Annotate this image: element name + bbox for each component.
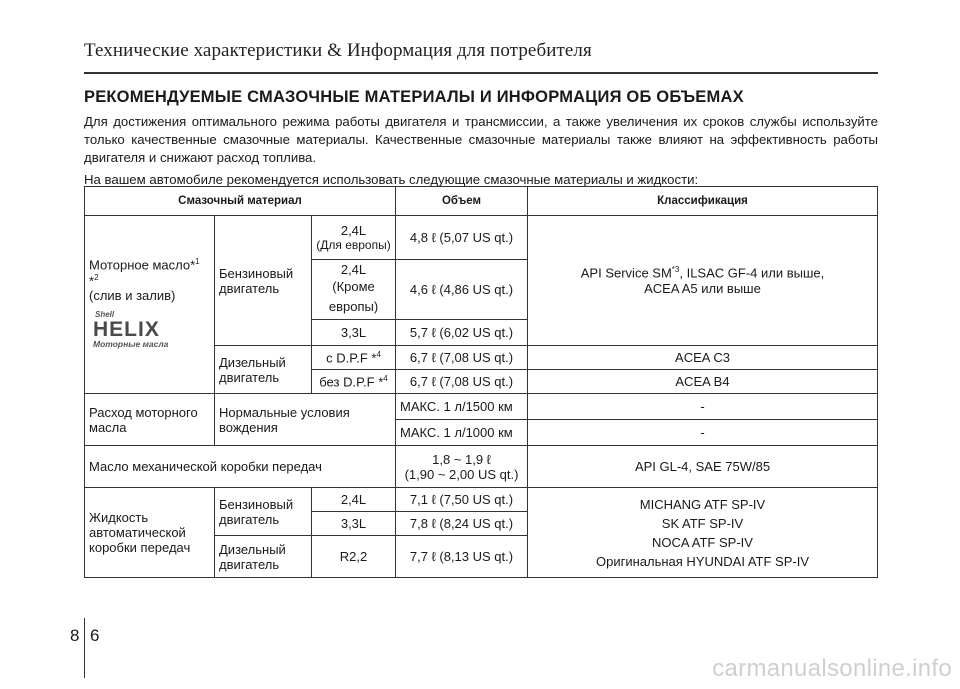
table-row [85, 394, 878, 420]
auto-transmission-label: Жидкость автоматической коробки передач [85, 488, 215, 578]
engine-cell: 3,3L [312, 512, 396, 536]
page-number-divider [84, 618, 85, 678]
classification-cell: ACEA C3 [528, 346, 878, 370]
page-number: 6 [90, 626, 100, 645]
engine-cell: R2,2 [312, 536, 396, 578]
volume-cell: 6,7 ℓ (7,08 US qt.) [396, 370, 528, 394]
footnote-ref: 4 [376, 349, 381, 359]
logo-brand: Shell [95, 309, 115, 319]
classification-cell: - [528, 420, 878, 446]
engine-cell [312, 260, 396, 320]
consumption-label: Расход моторного масла [85, 394, 215, 446]
diesel-engine-label: Дизельный двигатель [215, 536, 312, 578]
header-classification: Классификация [528, 187, 878, 216]
footnote-star: * [89, 272, 95, 288]
volume-cell: 7,1 ℓ (7,50 US qt.) [396, 488, 528, 512]
diesel-engine-label: Дизельный двигатель [215, 346, 312, 394]
classification-cell: API GL-4, SAE 75W/85 [528, 446, 878, 488]
volume-cell: 5,7 ℓ (6,02 US qt.) [396, 320, 528, 346]
logo-tagline: Моторные масла [93, 338, 169, 349]
engine-size: 2,4L [340, 223, 367, 238]
classification-cell: - [528, 394, 878, 420]
consumption-condition: Нормальные условия вождения [215, 394, 396, 446]
atf-classification-cell [528, 488, 878, 578]
volume-cell: 4,6 ℓ (4,86 US qt.) [396, 260, 528, 320]
chapter-number: 8 [70, 626, 80, 645]
volume-cell: 4,8 ℓ (5,07 US qt.) [396, 216, 528, 260]
header-lubricant: Смазочный материал [85, 187, 396, 216]
engine-size: без D.P.F * [319, 374, 384, 390]
classification-text: , ILSAC GF-4 или выше, [679, 265, 825, 281]
volume-cell [396, 446, 528, 488]
classification-text: MICHANG ATF SP-IV [639, 496, 766, 512]
petrol-classification-cell [528, 216, 878, 346]
engine-note: (Кроме европы) [328, 279, 379, 314]
engine-cell: 3,3L [312, 320, 396, 346]
volume-cell: 7,8 ℓ (8,24 US qt.) [396, 512, 528, 536]
table-row [85, 446, 878, 488]
petrol-engine-label: Бензиновый двигатель [215, 216, 312, 346]
footnote-ref: 1 [195, 257, 200, 267]
header-volume: Объем [396, 187, 528, 216]
footnote-ref: 4 [383, 373, 388, 383]
volume-cell: 7,7 ℓ (8,13 US qt.) [396, 536, 528, 578]
footnote-ref: *3 [671, 265, 680, 275]
engine-cell [312, 346, 396, 370]
intro-text [84, 113, 878, 189]
classification-text: ACEA A5 или выше [644, 280, 761, 296]
table-row [85, 488, 878, 512]
intro-paragraph: Для достижения оптимального режима работы двигателя и трансмиссии, а также увеличения их сроков службы используйте только качественные смазочные материалы. Качественные смазочные материалы также влияют на эффективность работы двигателя и снижают расход топлива. [84, 114, 878, 165]
engine-oil-label-cell [85, 216, 215, 394]
header-divider [84, 72, 878, 74]
manual-transmission-label: Масло механической коробки передач [85, 446, 396, 488]
classification-text: SK ATF SP-IV [661, 515, 744, 531]
engine-oil-sublabel: (слив и залив) [89, 287, 176, 303]
shell-helix-logo [89, 309, 187, 349]
classification-cell: ACEA B4 [528, 370, 878, 394]
classification-text: NOCA ATF SP-IV [652, 534, 753, 550]
engine-cell [312, 370, 396, 394]
engine-oil-label: Моторное масло* [89, 257, 196, 273]
engine-size: с D.P.F * [326, 350, 377, 366]
engine-cell [312, 216, 396, 260]
volume-cell: 6,7 ℓ (7,08 US qt.) [396, 346, 528, 370]
volume-line: (1,90 ~ 2,00 US qt.) [404, 466, 519, 482]
logo-name: HELIX [93, 317, 160, 341]
lubricants-table [84, 186, 878, 578]
engine-size: 2,4L [340, 262, 367, 277]
engine-note: (Для европы) [316, 238, 391, 252]
watermark: carmanualsonline.info [712, 655, 952, 682]
engine-cell: 2,4L [312, 488, 396, 512]
footnote-ref: 2 [94, 272, 99, 282]
intro-paragraph-2: На вашем автомобиле рекомендуется использовать следующие смазочные материалы и жидкости: [84, 172, 699, 187]
table-header-row [85, 187, 878, 216]
volume-cell: МАКС. 1 л/1000 км [396, 420, 528, 446]
table-row [85, 216, 878, 260]
petrol-engine-label: Бензиновый двигатель [215, 488, 312, 536]
page-header-title: Технические характеристики & Информация для потребителя [84, 40, 592, 61]
volume-cell: МАКС. 1 л/1500 км [396, 394, 528, 420]
section-title: РЕКОМЕНДУЕМЫЕ СМАЗОЧНЫЕ МАТЕРИАЛЫ И ИНФОРМАЦИЯ ОБ ОБЪЕМАХ [84, 88, 744, 106]
classification-text: Оригинальная HYUNDAI ATF SP-IV [596, 553, 809, 569]
volume-line: 1,8 ~ 1,9 ℓ [432, 451, 491, 467]
classification-text: API Service SM [580, 265, 672, 281]
